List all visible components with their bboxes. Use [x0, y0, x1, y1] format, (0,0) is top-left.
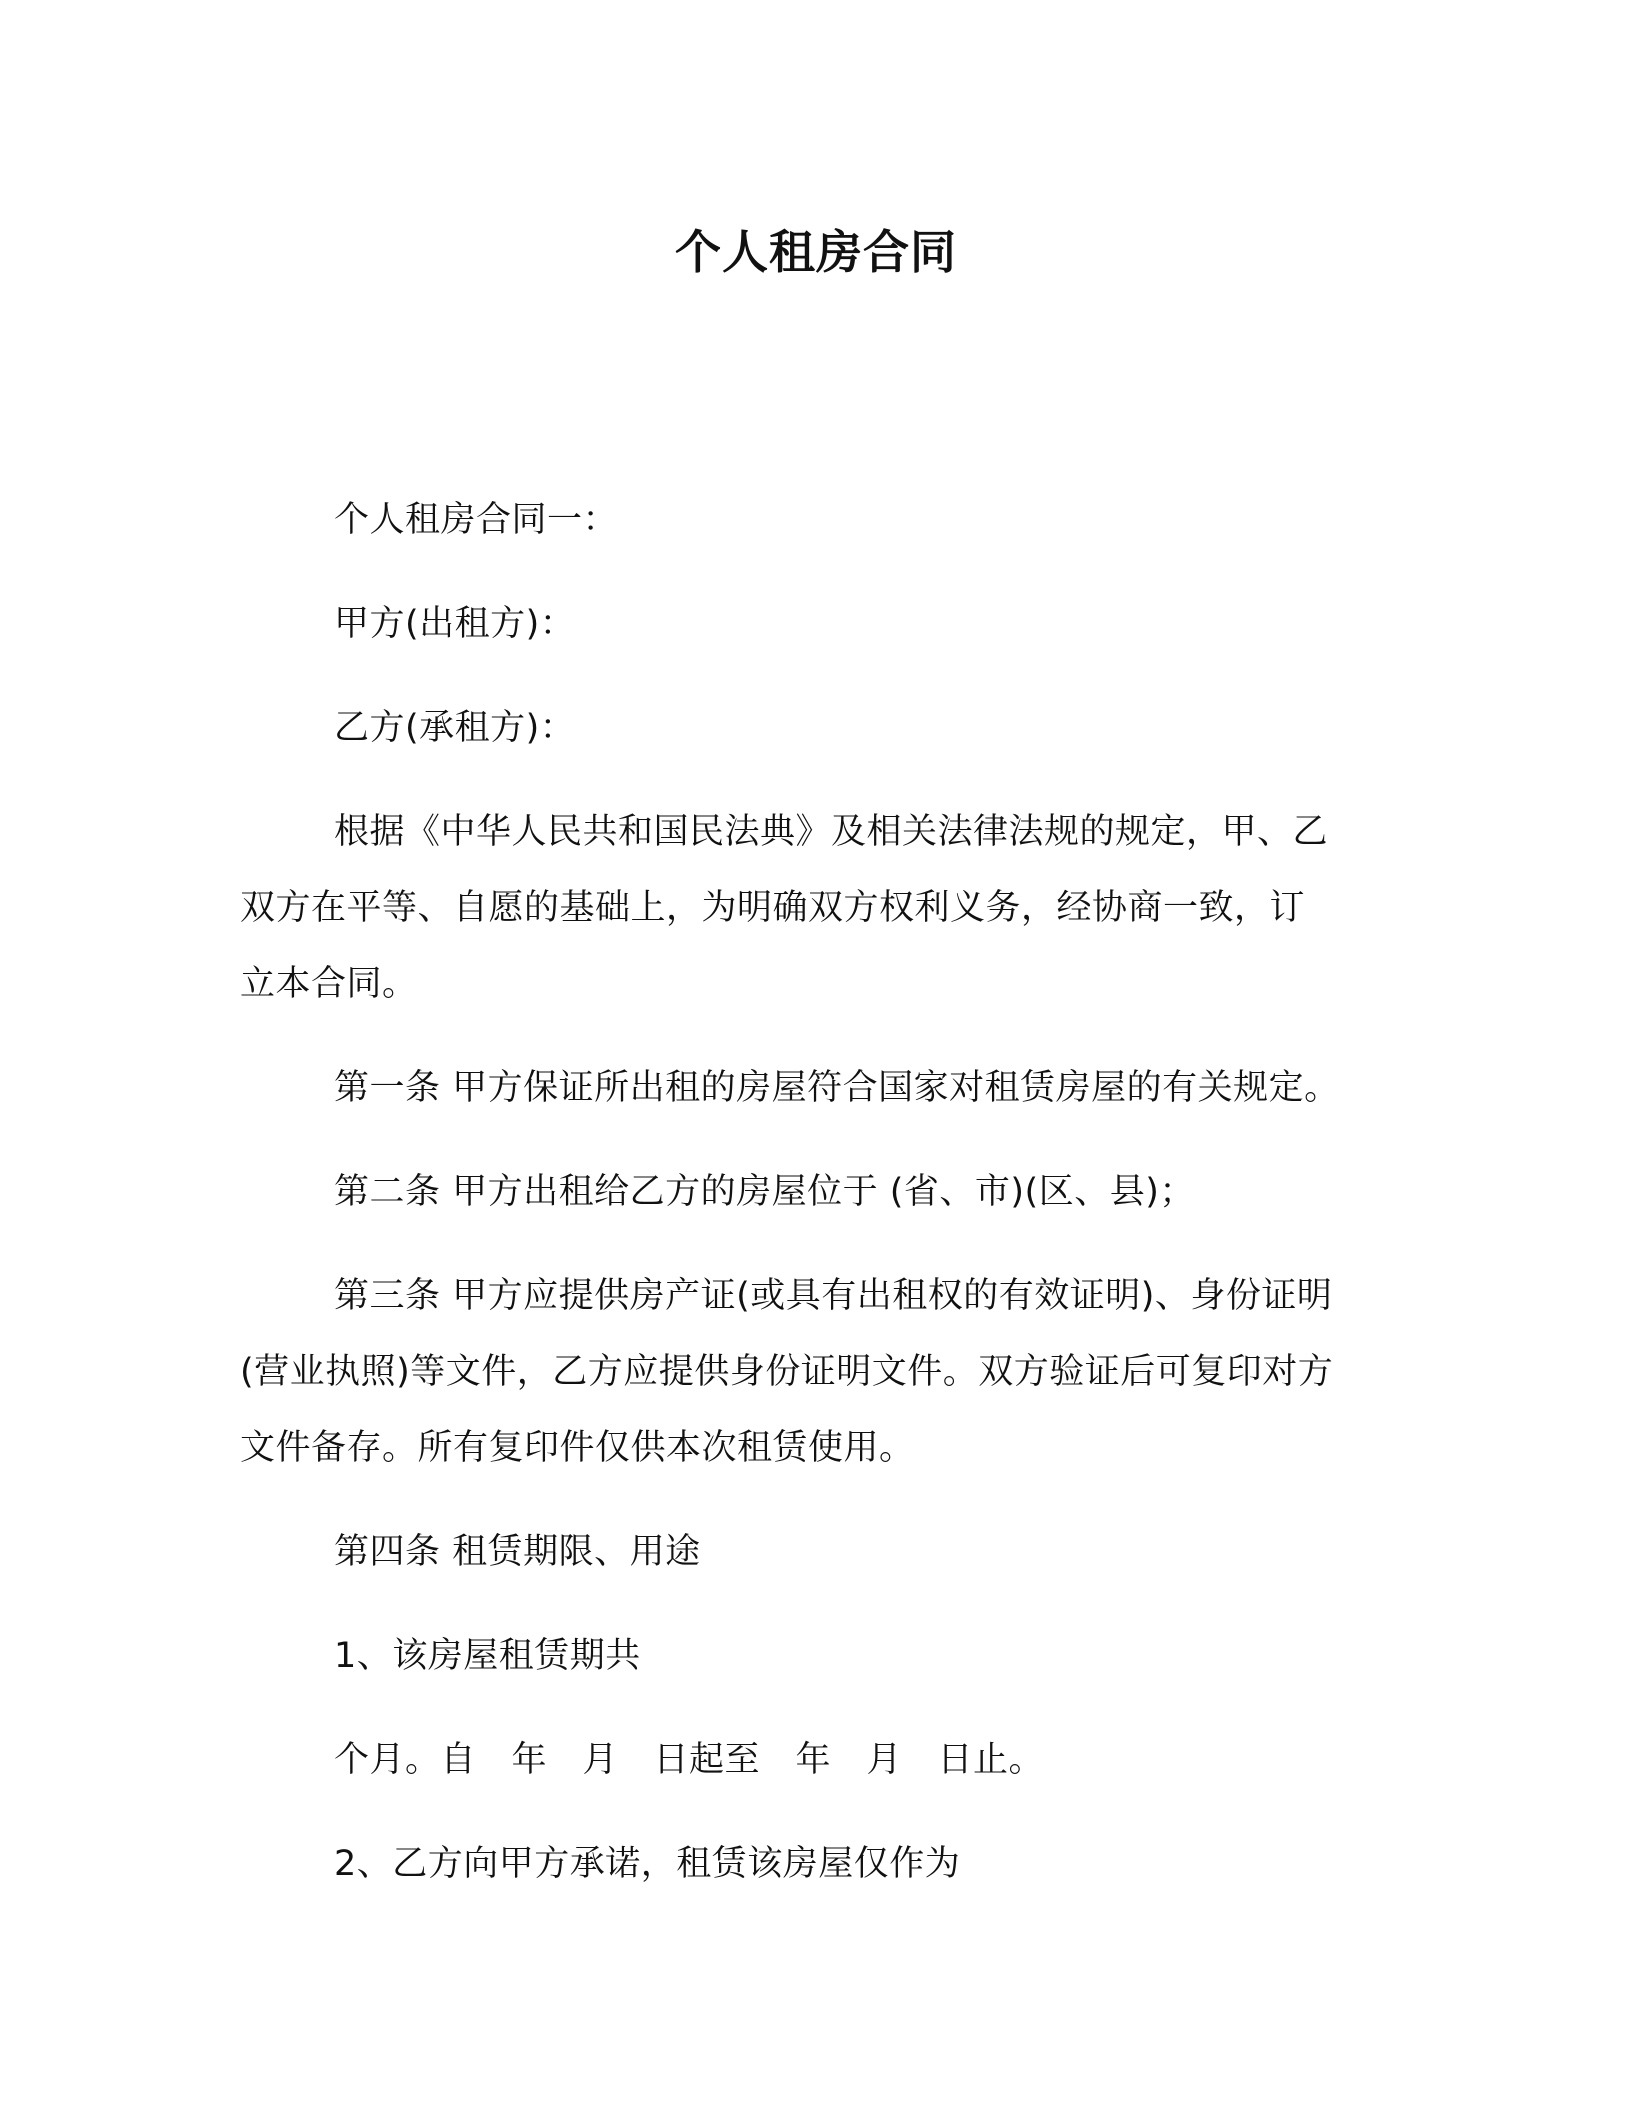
article-4-item-1: 1、该房屋租赁期共 — [334, 1636, 641, 1676]
article-3-line-1: 第三条 甲方应提供房产证(或具有出租权的有效证明)、身份证明 — [334, 1276, 1333, 1316]
preamble-line-1: 根据《中华人民共和国民法典》及相关法律法规的规定，甲、乙 — [334, 812, 1329, 852]
party-a-line: 甲方(出租方)： — [334, 604, 576, 644]
contract-subtitle: 个人租房合同一： — [334, 500, 619, 540]
article-3-line-2: (营业执照)等文件，乙方应提供身份证明文件。双方验证后可复印对方 — [240, 1352, 1334, 1392]
article-1: 第一条 甲方保证所出租的房屋符合国家对租赁房屋的有关规定。 — [334, 1068, 1340, 1108]
article-4-heading: 第四条 租赁期限、用途 — [334, 1532, 701, 1572]
article-2: 第二条 甲方出租给乙方的房屋位于 (省、市)(区、县)； — [334, 1172, 1195, 1212]
document-title: 个人租房合同 — [675, 225, 957, 279]
preamble-line-3: 立本合同。 — [240, 964, 418, 1004]
lease-term-line: 个月。自 年 月 日起至 年 月 日止。 — [334, 1740, 1045, 1780]
article-4-item-2: 2、乙方向甲方承诺，租赁该房屋仅作为 — [334, 1844, 961, 1884]
party-b-line: 乙方(承租方)： — [334, 708, 576, 748]
preamble-line-2: 双方在平等、自愿的基础上，为明确双方权利义务，经协商一致，订 — [240, 888, 1306, 928]
article-3-line-3: 文件备存。所有复印件仅供本次租赁使用。 — [240, 1428, 915, 1468]
